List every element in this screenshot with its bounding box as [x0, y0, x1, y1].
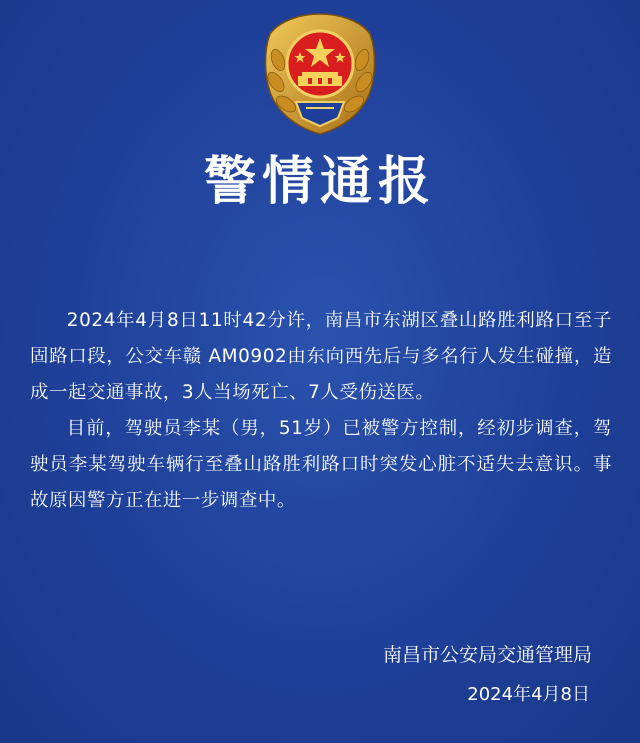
notice-paragraph-2: 目前，驾驶员李某（男，51岁）已被警方控制，经初步调查，驾驶员李某驾驶车辆行至叠山路胜利路口时突发心脏不适失去意识。事故原因警方正在进一步调查中。: [30, 418, 612, 511]
notice-title: 警情通报: [203, 151, 436, 212]
notice-paragraph-1: 2024年4月8日11时42分许，南昌市东湖区叠山路胜利路口至子固路口段，公交车赣 AM0902由东向西先后与多名行人发生碰撞，造成一起交通事故，3人当场死亡、7人受伤送医。: [30, 310, 612, 403]
police-emblem-icon: [258, 10, 382, 138]
issuer-name: 南昌市公安局交通管理局: [382, 644, 592, 666]
notice-body: [30, 303, 612, 519]
issue-date: 2024年4月8日: [467, 684, 590, 705]
